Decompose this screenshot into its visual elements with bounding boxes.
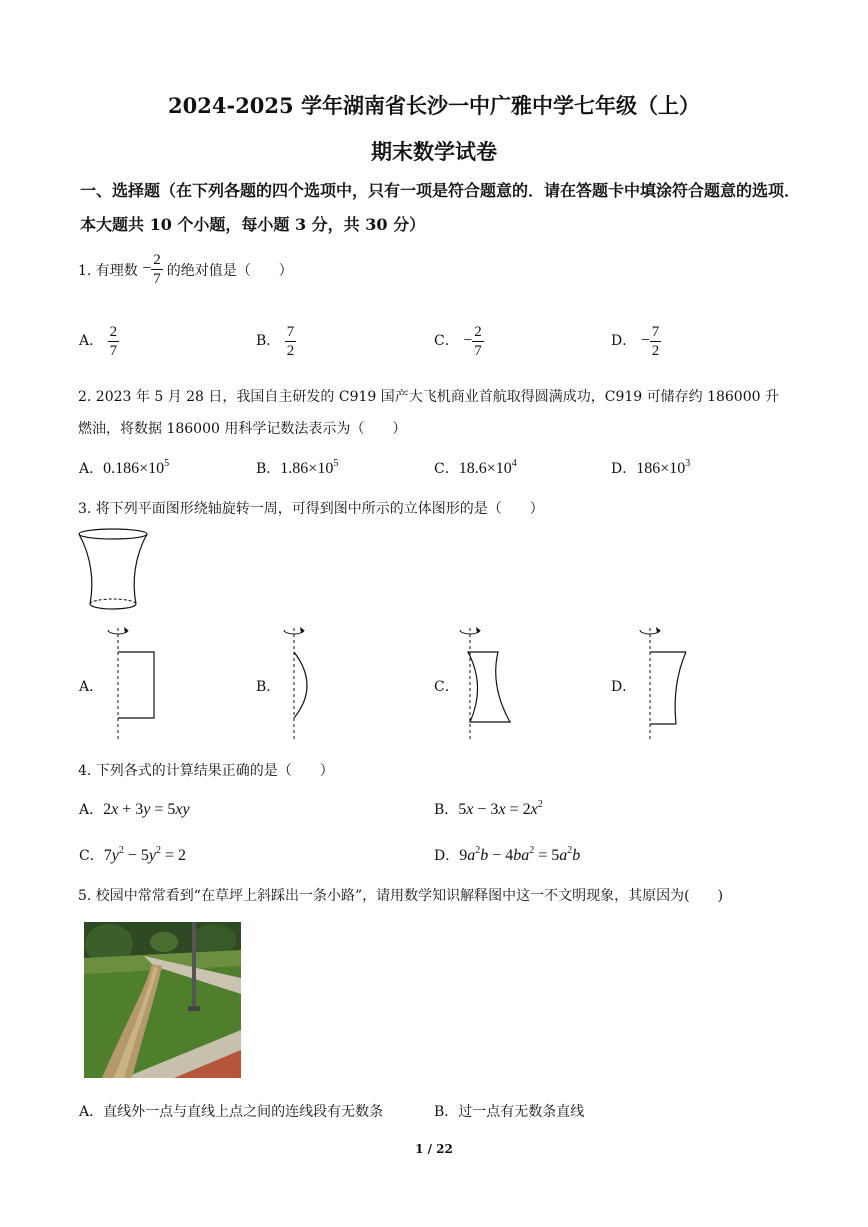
question-2-line1: 2. 2023 年 5 月 28 日，我国自主研发的 C919 国产大飞机商业首航取得圆满成功，C919 可储存约 186000 升 (78, 389, 779, 405)
q1-option-a: A． $\frac{2}{7}$ (79, 324, 118, 359)
q3-option-c-label: C． (434, 679, 459, 695)
q1-fraction: $\frac{2}{7}$ (153, 252, 161, 287)
question-1 (78, 254, 293, 289)
q3-figure-a (100, 624, 160, 744)
q4-option-b: B．$5x - 3x = 2x^2$ (434, 799, 543, 818)
exam-title-line1: 2024-2025 学年湖南省长沙一中广雅中学七年级（上） (168, 93, 700, 118)
exam-title-line2: 期末数学试卷 (371, 139, 497, 164)
q3-option-d-label: D． (611, 679, 637, 695)
q4-option-c: C．$7y^2 - 5y^2 = 2$ (79, 845, 186, 864)
question-2-line2: 燃油，将数据 186000 用科学记数法表示为（ ） (78, 421, 407, 437)
q2-option-d: D．$186\times 10^3$ (611, 458, 691, 477)
page-number: 1 / 22 (415, 1142, 453, 1156)
q4-formula-d: $9a^2b - 4ba^2 = 5a^2b$ (459, 845, 581, 864)
q4-formula-c: $7y^2 - 5y^2 = 2$ (103, 845, 186, 864)
q1-frac-sign: − (142, 260, 152, 278)
q2-option-b: B．$1.86\times 10^5$ (256, 458, 339, 477)
q3-figure-c (452, 624, 522, 744)
question-4: 4. 下列各式的计算结果正确的是（ ） (78, 763, 334, 779)
q3-option-a-label: A． (79, 679, 104, 695)
q1-option-c: C． − $\frac{2}{7}$ (434, 324, 482, 359)
q1-prefix: 1. 有理数 (78, 263, 138, 280)
q5-option-a: A．直线外一点与直线上点之间的连线段有无数条 (79, 1104, 384, 1120)
q5-option-b: B．过一点有无数条直线 (434, 1104, 585, 1120)
q4-formula-b: $5x - 3x = 2x^2$ (458, 799, 543, 818)
q4-option-a: A．2x + 3y = 5xy (79, 801, 190, 818)
section-heading: 一、选择题（在下列各题的四个选项中，只有一项是符合题意的．请在答题卡中填涂符合题意的选项．本大题共 10 个小题，每小题 3 分，共 30 分） (80, 181, 801, 234)
q3-figure-d (632, 624, 702, 744)
q4-formula-a: 2x + 3y = 5xy (103, 801, 190, 818)
q2-option-c: C．$18.6\times 10^4$ (434, 458, 517, 477)
q4-option-d: D．$9a^2b - 4ba^2 = 5a^2b$ (434, 845, 581, 864)
q5-lawn-photo (84, 922, 241, 1078)
question-3: 3. 将下列平面图形绕轴旋转一周，可得到图中所示的立体图形的是（ ） (78, 501, 544, 517)
q3-figure-b (276, 624, 336, 744)
q1-option-d: D． − $\frac{7}{2}$ (611, 324, 660, 359)
q2-option-a: A．$0.186\times 10^5$ (79, 458, 170, 477)
question-5: 5. 校园中常常看到“在草坪上斜踩出一条小路”，请用数学知识解释图中这一不文明现象，其原因为( ) (78, 888, 724, 904)
q3-option-b-label: B． (256, 679, 281, 695)
q3-solid-figure (78, 528, 153, 613)
q1-option-b: B． $\frac{7}{2}$ (256, 324, 295, 359)
q1-suffix: 的绝对值是（ ） (166, 263, 293, 280)
